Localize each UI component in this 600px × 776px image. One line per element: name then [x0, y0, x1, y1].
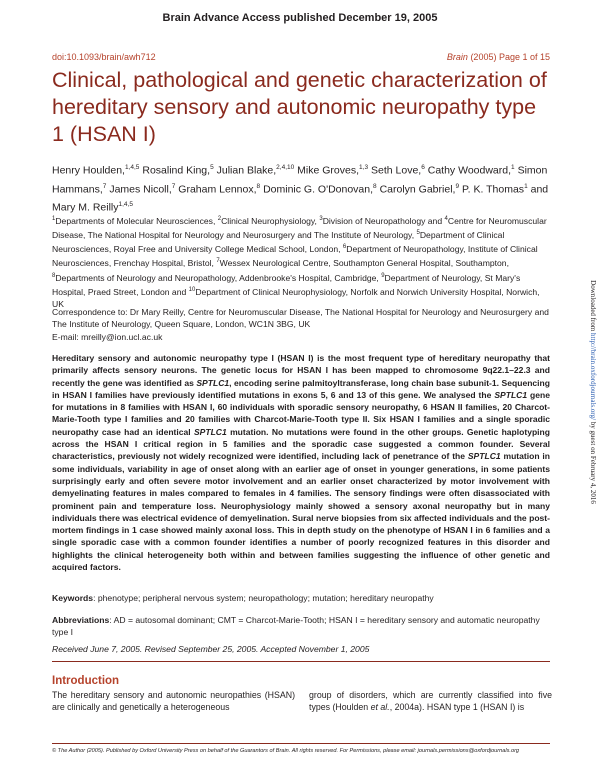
- intro-text: group of disorders, which are currently classified into five types (Houlden: [309, 690, 552, 713]
- author-name: Simon Hammans,: [52, 164, 548, 195]
- author-affiliation-marker: 7: [171, 182, 176, 190]
- author-affiliation-marker: 9: [455, 182, 460, 190]
- affiliation-marker: 3: [319, 216, 323, 222]
- abstract-text-2: , encoding serine palmitoyltransferase, long chain base subunit-1. Sequencing in HSAN I families have previously identified mutations in exons 5, 6 and 13 of this gene. We analysed the: [52, 377, 550, 400]
- download-suffix: by guest on February 4, 2016: [589, 420, 597, 504]
- abstract: [52, 352, 550, 573]
- affiliation-marker: 2: [217, 216, 222, 222]
- author-name: Henry Houlden,: [52, 164, 125, 177]
- abstract-text-3: gene for mutations in 8 families with HSAN I, 60 individuals with sporadic sensory neuropathy, 6 HSAN II families, 20 Charcot-Marie-Tooth type I families and 20 families with Charcot-Marie-Tooth type II. Six HSAN I families and a single sporadic neuropathy case had an identical: [52, 389, 550, 437]
- affiliation-text: Departments of Neurology and Neuropathology, Addenbrooke's Hospital, Cambridge,: [55, 272, 382, 283]
- affiliation-text: Division of Neuropathology and: [322, 215, 445, 226]
- affiliation-marker: 1: [52, 216, 56, 222]
- author-name: Seth Love,: [371, 164, 422, 177]
- affiliation-marker: 7: [216, 258, 220, 265]
- affiliation-text: Department of Clinical Neurosciences, Royal Free and University College Medical School, London,: [52, 230, 505, 255]
- abstract-text-5: mutation in some individuals, variability in age of onset along with an earlier age of onset in younger generations, in some patients surprisingly early and often severe motor involvement and an earlier onset characterized by motor involvement with demyelinating features in males compared to females in 4 families. The sensory findings were often disassociated with prominent pain and temperature loss. Neurophysiology mainly showed a sensory axonal neuropathy but in many individuals there was electrical evidence of demyelination. Sural nerve biopsies from six affected individuals and the post-mortem findings in 1 case showed mainly axonal loss. This in depth study on the phenotype of HSAN I in 6 families and a single sporadic case with a common founder identifies a number of poorly recognized features in this disorder and highlights the clinical heterogeneity both within and between families suggesting the influence of other genetic and acquired factors.: [52, 451, 550, 573]
- intro-column-right: [309, 689, 552, 714]
- author-affiliation-marker: 6: [421, 164, 425, 171]
- abbreviations-label: Abbreviations: [52, 615, 110, 625]
- author-affiliation-marker: 1,4,5: [124, 164, 140, 171]
- gene-name: SPTLC1: [193, 426, 227, 437]
- affiliation-marker: 6: [342, 244, 347, 251]
- author-name: P. K. Thomas: [462, 183, 525, 195]
- author-affiliation-marker: 2,4,10: [276, 164, 295, 171]
- author-name: Carolyn Gabriel,: [379, 183, 456, 195]
- affiliations: [52, 213, 552, 310]
- author-name: Mike Groves,: [297, 164, 360, 177]
- affiliation-marker: 4: [444, 216, 448, 222]
- abstract-text-1: Hereditary sensory and autonomic neuropathy type I (HSAN I) is the most frequent type of hereditary neuropathy that primarily affects sensory neurons. The genetic locus for HSAN I has been mapped to chromosome 9q22.1–22.3 and recently the gene was identified as: [52, 353, 550, 388]
- author-name: Julian Blake,: [216, 164, 277, 177]
- download-link[interactable]: http://brain.oxfordjournals.org/: [589, 333, 597, 421]
- author-name: Rosalind King,: [142, 164, 211, 177]
- intro-text: , 2004a). HSAN type 1 (HSAN I) is: [389, 702, 525, 713]
- gene-name: SPTLC1: [494, 389, 528, 400]
- correspondence-address: Correspondence to: Dr Mary Reilly, Centre for Neuromuscular Disease, The National Hospital for Neurology and Neurosurgery and The Institute of Neurology, Queen Square, London, WC1N 3BG, UK: [52, 307, 549, 330]
- affiliation-text: Centre for Neuromuscular Disease, The National Hospital for Neurology and Neurosurgery and The Institute of Neurology,: [52, 215, 547, 241]
- author-name: and Mary M. Reilly: [52, 183, 549, 214]
- correspondence: [52, 306, 552, 343]
- doi-link[interactable]: doi:10.1093/brain/awh712: [52, 52, 156, 62]
- affiliation-marker: 10: [188, 286, 196, 293]
- author-affiliation-marker: 5: [210, 164, 214, 171]
- affiliation-text: Department of Neuropathology, Institute of Clinical Neurosciences, Frenchay Hospital, Bristol,: [52, 244, 538, 269]
- keywords: [52, 592, 552, 604]
- footer-divider: [52, 743, 550, 744]
- author-affiliation-marker: 1: [511, 164, 515, 171]
- author-name: James Nicoll,: [109, 183, 172, 195]
- author-affiliation-marker: 1,3: [359, 164, 369, 171]
- divider: [52, 661, 550, 662]
- author-name: Cathy Woodward,: [427, 164, 512, 177]
- author-affiliation-marker: 8: [373, 182, 377, 190]
- author-affiliation-marker: 1,4,5: [118, 201, 133, 208]
- author-affiliation-marker: 1: [524, 182, 528, 190]
- gene-name: SPTLC1: [467, 451, 501, 462]
- download-notice: [589, 280, 597, 504]
- abbreviations-text: : AD = autosomal dominant; CMT = Charcot-Marie-Tooth; HSAN I = hereditary sensory and automatic neuropathy type I: [52, 615, 540, 638]
- advance-access-banner: Brain Advance Access published December 19, 2005: [162, 12, 438, 24]
- author-affiliation-marker: 8: [256, 182, 261, 190]
- journal-name: Brain: [446, 52, 468, 62]
- journal-reference: [447, 52, 550, 62]
- abbreviations: [52, 614, 552, 639]
- author-list: [52, 160, 552, 216]
- introduction-heading: Introduction: [52, 675, 120, 687]
- intro-column-left: The hereditary sensory and autonomic neuropathies (HSAN) are clinically and genetically a heterogeneous: [52, 690, 295, 713]
- copyright-footer: © The Author (2005). Published by Oxford University Press on behalf of the Guarantors of Brain. All rights reserved. For Permissions, please email: journals.permissions@oxfordjournals.org: [52, 748, 520, 754]
- affiliation-text: Department of Neurology, St Mary's Hospital, Praed Street, London and: [52, 272, 521, 297]
- download-prefix: Downloaded from: [589, 280, 597, 334]
- correspondence-email[interactable]: E-mail: mreilly@ion.ucl.ac.uk: [52, 331, 163, 342]
- affiliation-text: Wessex Neurological Centre, Southampton General Hospital, Southampton,: [219, 258, 509, 269]
- affiliation-text: Department of Clinical Neurophysiology, Norfolk and Norwich University Hospital, Norwich, UK: [52, 286, 540, 309]
- author-name: Dominic G. O'Donovan,: [263, 183, 374, 195]
- affiliation-text: Departments of Molecular Neurosciences,: [55, 215, 218, 226]
- author-name: Graham Lennox,: [178, 183, 257, 195]
- received-dates: Received June 7, 2005. Revised September 25, 2005. Accepted November 1, 2005: [52, 644, 370, 654]
- affiliation-text: Clinical Neurophysiology,: [221, 215, 320, 226]
- abstract-text-4: mutation. No mutations were found in the other groups. Genetic haplotyping across the HSAN I critical region in 5 families and the sporadic case suggested a common founder. Several characteristics, previously not widely recognized were identified, including lack of penetrance of the: [52, 426, 550, 462]
- page-info: (2005) Page 1 of 15: [470, 52, 550, 62]
- affiliation-marker: 9: [381, 272, 385, 279]
- paper-title: Clinical, pathological and genetic characterization of hereditary sensory and autonomic neuropathy type 1 (HSAN I): [52, 68, 547, 146]
- author-affiliation-marker: 7: [102, 182, 107, 190]
- gene-name: SPTLC1: [196, 377, 230, 388]
- affiliation-marker: 8: [52, 272, 56, 279]
- citation-et-al: et al.: [370, 702, 390, 713]
- affiliation-marker: 5: [416, 230, 420, 237]
- keywords-text: : phenotype; peripheral nervous system; neuropathology; mutation; hereditary neuropathy: [93, 593, 434, 603]
- keywords-label: Keywords: [52, 593, 94, 603]
